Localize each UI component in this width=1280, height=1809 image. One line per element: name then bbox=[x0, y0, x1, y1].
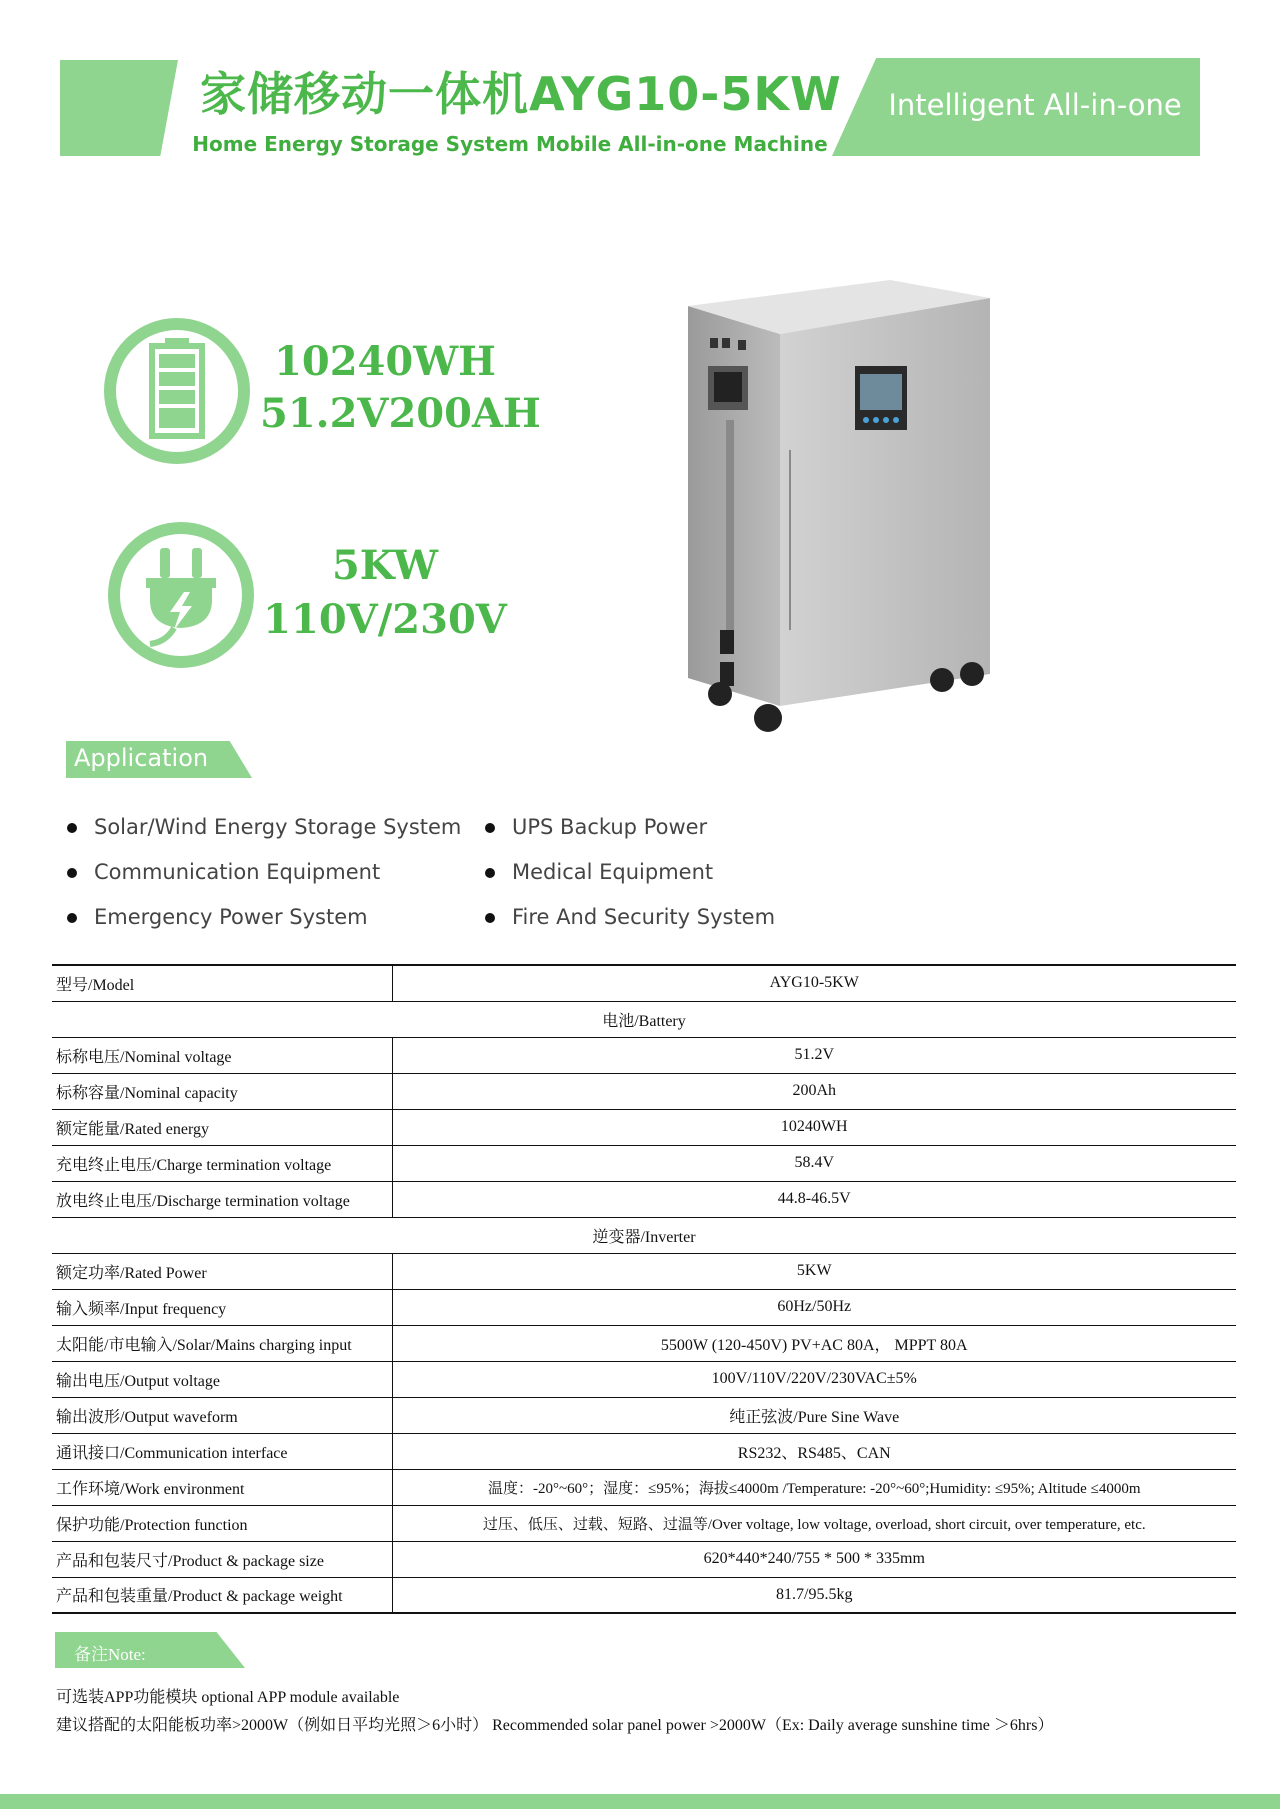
table-value: AYG10-5KW bbox=[392, 965, 1236, 1001]
inverter-power: 5KW bbox=[331, 542, 439, 589]
bullet-icon bbox=[485, 913, 495, 923]
table-row bbox=[52, 1541, 1236, 1577]
table-value: 81.7/95.5kg bbox=[392, 1577, 1236, 1613]
product-image bbox=[680, 270, 1020, 750]
bottom-bar bbox=[0, 1794, 1280, 1809]
note-line-1: 可选装APP功能模块 optional APP module available bbox=[56, 1689, 400, 1706]
bullet-icon bbox=[67, 823, 77, 833]
table-row bbox=[52, 1181, 1236, 1217]
table-value: 过压、低压、过载、短路、过温等/Over voltage, low voltage, overload, short circuit, over temperature, etc. bbox=[392, 1505, 1236, 1541]
table-key: 输出波形/Output waveform bbox=[52, 1397, 392, 1433]
application-item: UPS Backup Power bbox=[512, 815, 707, 839]
application-item: Fire And Security System bbox=[512, 905, 775, 929]
header-tag: Intelligent All-in-one bbox=[888, 88, 1182, 122]
table-key: 输出电压/Output voltage bbox=[52, 1361, 392, 1397]
application-title: Application bbox=[74, 744, 209, 772]
note-title: 备注Note: bbox=[74, 1645, 146, 1664]
page-subtitle: Home Energy Storage System Mobile All-in-one Machine bbox=[192, 132, 828, 156]
table-row bbox=[52, 1325, 1236, 1361]
bullet-icon bbox=[485, 823, 495, 833]
table-row bbox=[52, 1037, 1236, 1073]
table-value: 620*440*240/755 * 500 * 335mm bbox=[392, 1541, 1236, 1577]
table-value: 5500W (120-450V) PV+AC 80A， MPPT 80A bbox=[392, 1325, 1236, 1361]
table-key: 充电终止电压/Charge termination voltage bbox=[52, 1145, 392, 1181]
spec-table bbox=[52, 964, 1236, 1614]
table-section-inverter bbox=[52, 1217, 1236, 1253]
table-value: 10240WH bbox=[392, 1109, 1236, 1145]
table-key: 标称容量/Nominal capacity bbox=[52, 1073, 392, 1109]
battery-icon bbox=[104, 318, 250, 464]
table-value: 200Ah bbox=[392, 1073, 1236, 1109]
page-title: 家储移动一体机AYG10-5KW bbox=[200, 67, 842, 121]
application-item: Medical Equipment bbox=[512, 860, 713, 884]
table-row bbox=[52, 965, 1236, 1001]
table-value: 44.8-46.5V bbox=[392, 1181, 1236, 1217]
battery-energy: 10240WH bbox=[274, 338, 496, 385]
table-section-battery bbox=[52, 1001, 1236, 1037]
table-value: 温度：-20°~60°；湿度：≤95%；海拔≤4000m /Temperature: -20°~60°;Humidity: ≤95%; Altitude ≤4000m bbox=[392, 1469, 1236, 1505]
application-item: Emergency Power System bbox=[94, 905, 368, 929]
table-key: 额定功率/Rated Power bbox=[52, 1253, 392, 1289]
table-key: 型号/Model bbox=[52, 965, 392, 1001]
table-key: 标称电压/Nominal voltage bbox=[52, 1037, 392, 1073]
table-value: 5KW bbox=[392, 1253, 1236, 1289]
table-key: 产品和包装重量/Product & package weight bbox=[52, 1577, 392, 1613]
table-row bbox=[52, 1469, 1236, 1505]
table-row bbox=[52, 1073, 1236, 1109]
bullet-icon bbox=[67, 913, 77, 923]
header-left-band bbox=[60, 60, 178, 156]
inverter-voltage: 110V/230V bbox=[263, 596, 507, 643]
table-row bbox=[52, 1253, 1236, 1289]
table-row bbox=[52, 1145, 1236, 1181]
application-item: Solar/Wind Energy Storage System bbox=[94, 815, 461, 839]
table-key: 保护功能/Protection function bbox=[52, 1505, 392, 1541]
table-row bbox=[52, 1505, 1236, 1541]
section-label: 电池/Battery bbox=[52, 1001, 1236, 1037]
table-key: 输入频率/Input frequency bbox=[52, 1289, 392, 1325]
application-item: Communication Equipment bbox=[94, 860, 380, 884]
table-row bbox=[52, 1577, 1236, 1613]
table-row bbox=[52, 1433, 1236, 1469]
bullet-icon bbox=[485, 868, 495, 878]
table-key: 放电终止电压/Discharge termination voltage bbox=[52, 1181, 392, 1217]
table-row bbox=[52, 1289, 1236, 1325]
table-key: 额定能量/Rated energy bbox=[52, 1109, 392, 1145]
table-value: 51.2V bbox=[392, 1037, 1236, 1073]
battery-voltage-capacity: 51.2V200AH bbox=[260, 390, 541, 437]
section-label: 逆变器/Inverter bbox=[52, 1217, 1236, 1253]
bullet-icon bbox=[67, 868, 77, 878]
table-row bbox=[52, 1397, 1236, 1433]
plug-lightning-icon bbox=[108, 522, 254, 668]
table-value: 58.4V bbox=[392, 1145, 1236, 1181]
table-key: 工作环境/Work environment bbox=[52, 1469, 392, 1505]
table-value: 纯正弦波/Pure Sine Wave bbox=[392, 1397, 1236, 1433]
table-key: 太阳能/市电输入/Solar/Mains charging input bbox=[52, 1325, 392, 1361]
table-value: 100V/110V/220V/230VAC±5% bbox=[392, 1361, 1236, 1397]
table-row bbox=[52, 1361, 1236, 1397]
table-key: 通讯接口/Communication interface bbox=[52, 1433, 392, 1469]
table-key: 产品和包装尺寸/Product & package size bbox=[52, 1541, 392, 1577]
table-row bbox=[52, 1109, 1236, 1145]
table-value: 60Hz/50Hz bbox=[392, 1289, 1236, 1325]
note-line-2: 建议搭配的太阳能板功率>2000W（例如日平均光照＞6小时） Recommended solar panel power >2000W（Ex: Daily average sunshine time ＞6hrs） bbox=[56, 1717, 1054, 1734]
table-value: RS232、RS485、CAN bbox=[392, 1433, 1236, 1469]
